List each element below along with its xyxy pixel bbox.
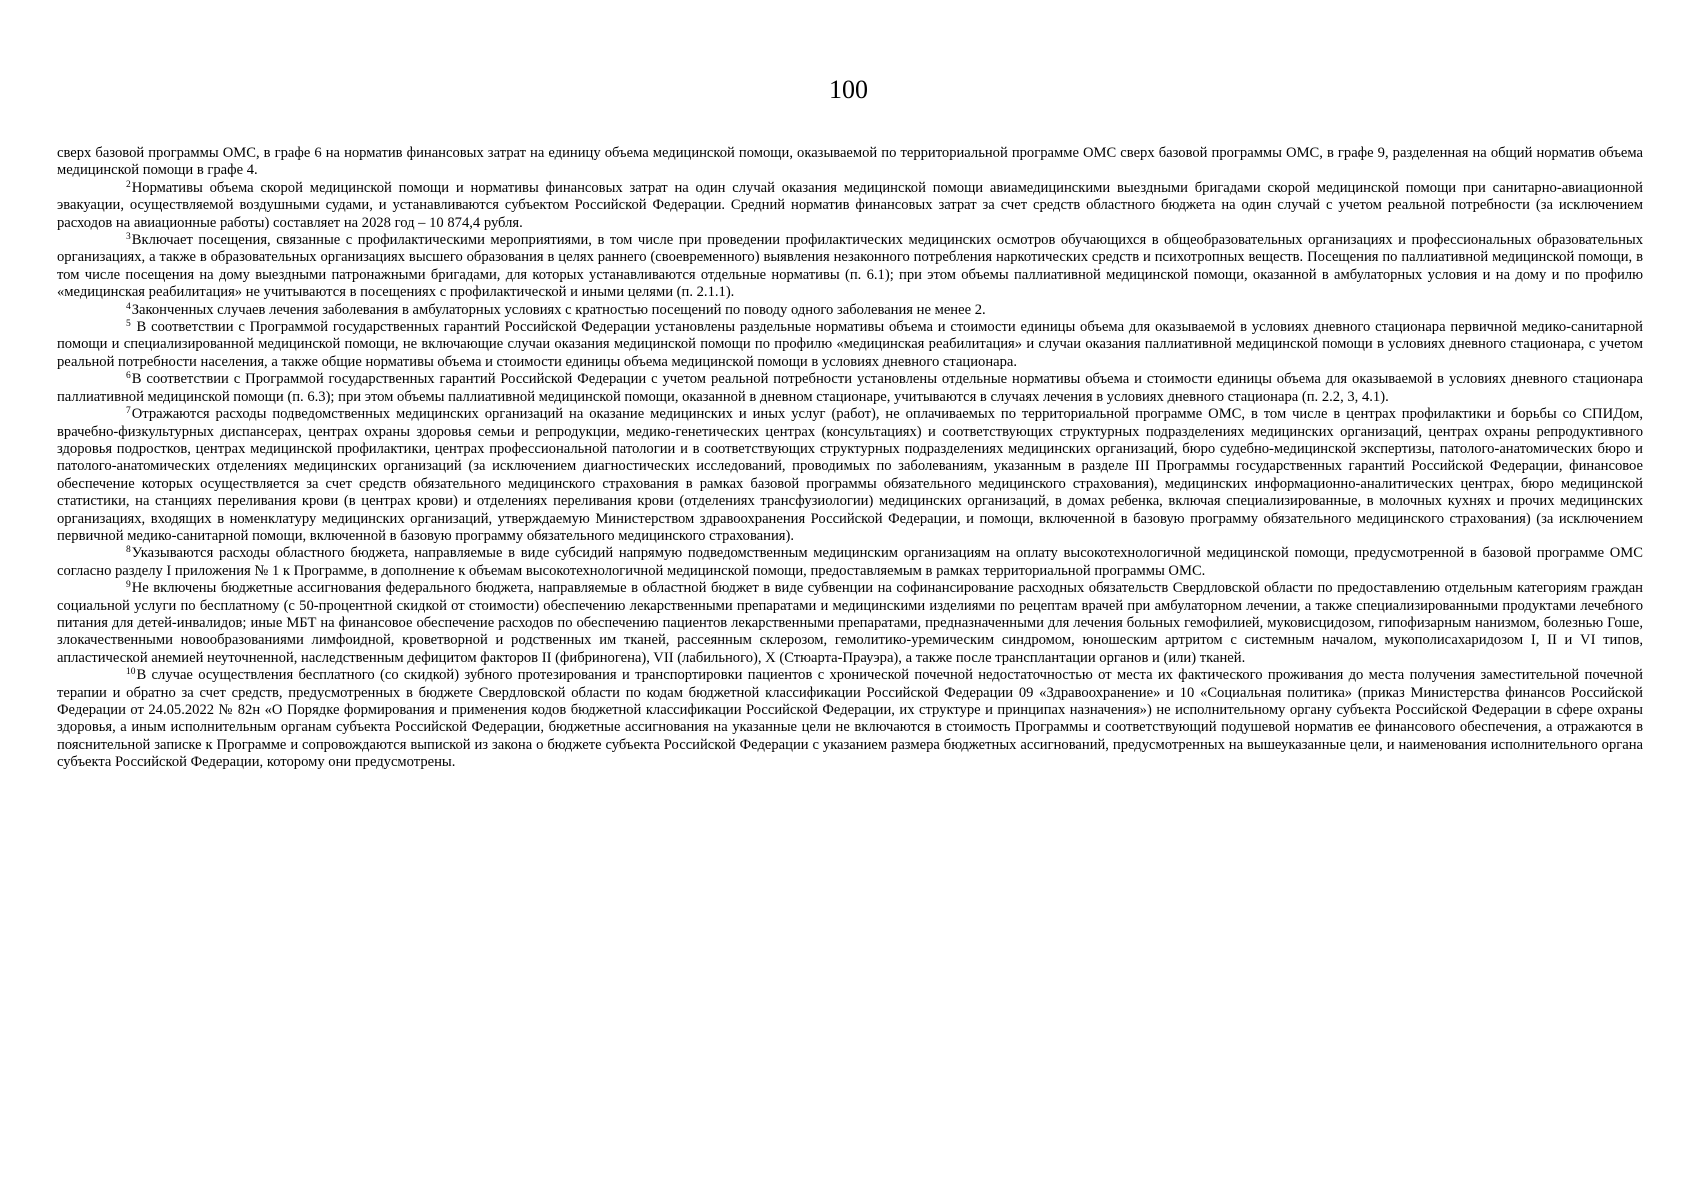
footnote-8 bbox=[57, 545, 1643, 580]
footnote-10 bbox=[57, 667, 1643, 771]
footnote-2 bbox=[57, 180, 1643, 232]
footnotes-block bbox=[57, 145, 1643, 772]
footnote-4 bbox=[57, 302, 1643, 319]
footnote-marker: 8 bbox=[126, 545, 131, 556]
footnote-continuation bbox=[57, 145, 1643, 180]
footnote-text: В соответствии с Программой государственных гарантий Российской Федерации установлены раздельные нормативы объема и стоимости единицы объема для оказываемой в условиях дневного стационара первичной медико-санитарной помощи и специализированной медицинской помощи, не включающие случаи оказания медицинской помощи по профилю «медицинская реабилитация» и случаи оказания паллиативной медицинской помощи в условиях дневного стационара, с учетом реальной потребности населения, а также общие нормативы объема и стоимости единицы объема медицинской помощи в условиях дневного стационара. bbox=[57, 319, 1643, 370]
footnote-marker: 2 bbox=[126, 179, 131, 190]
footnote-9 bbox=[57, 580, 1643, 667]
footnote-marker: 4 bbox=[126, 301, 131, 312]
page-number: 100 bbox=[829, 75, 868, 104]
footnote-text: В соответствии с Программой государственных гарантий Российской Федерации с учетом реальной потребности установлены отдельные нормативы объема и стоимости единицы объема для оказываемой в условиях дневного стационара паллиативной медицинской помощи (п. 6.3); при этом объемы паллиативной медицинской помощи, оказанной в дневном стационаре, учитываются в случаях лечения в условиях дневного стационара (п. 2.2, 3, 4.1). bbox=[57, 371, 1643, 405]
footnote-marker: 9 bbox=[126, 580, 131, 591]
footnote-5 bbox=[57, 319, 1643, 371]
footnote-marker: 7 bbox=[126, 406, 131, 417]
footnote-marker: 6 bbox=[126, 371, 131, 382]
footnote-text: Нормативы объема скорой медицинской помощи и нормативы финансовых затрат на один случай оказания медицинской помощи авиамедицинскими выездными бригадами скорой медицинской помощи при санитарно-авиационной эвакуации, осуществляемой воздушными судами, и устанавливаются субъектом Российской Федерации. Средний норматив финансовых затрат за счет средств областного бюджета на один случай с учетом реальной потребности (за исключением расходов на авиационные работы) составляет на 2028 год – 10 874,4 рубля. bbox=[57, 179, 1643, 231]
footnote-text: Указываются расходы областного бюджета, направляемые в виде субсидий напрямую подведомственным медицинским организациям на оплату высокотехнологичной медицинской помощи, предусмотренной в базовой программе ОМС согласно разделу I приложения № 1 к Программе, в дополнение к объемам высокотехнологичной медицинской помощи, предоставляемым в рамках территориальной программы ОМС. bbox=[57, 545, 1643, 579]
footnote-text: Законченных случаев лечения заболевания в амбулаторных условиях с кратностью посещений по поводу одного заболевания не менее 2. bbox=[131, 301, 986, 318]
footnote-text: сверх базовой программы ОМС, в графе 6 на норматив финансовых затрат на единицу объема медицинской помощи, оказываемой по территориальной программе ОМС сверх базовой программы ОМС, в графе 9, разделенная на общий норматив объема медицинской помощи в графе 4. bbox=[57, 145, 1643, 179]
footnote-6 bbox=[57, 371, 1643, 406]
footnote-marker: 10 bbox=[126, 667, 136, 678]
footnote-3 bbox=[57, 232, 1643, 302]
footnote-text: В случае осуществления бесплатного (со скидкой) зубного протезирования и транспортировки пациентов с хронической почечной недостаточностью от места их фактического проживания до места получения заместительной почечной терапии и обратно за счет средств, предусмотренных в бюджете Свердловской области по кодам бюджетной классификации Российской Федерации 09 «Здравоохранение» и 10 «Социальная политика» (приказ Министерства финансов Российской Федерации от 24.05.2022 № 82н «О Порядке формирования и применения кодов бюджетной классификации Российской Федерации, их структуре и принципах назначения») не исполнительному органу субъекта Российской Федерации в сфере охраны здоровья, а иным исполнительным органам субъекта Российской Федерации, бюджетные ассигнования на указанные цели не включаются в стоимость Программы и соответствующий подушевой норматив ее финансового обеспечения, а отражаются в пояснительной записке к Программе и сопровождаются выпиской из закона о бюджете субъекта Российской Федерации с указанием размера бюджетных ассигнований, предусмотренных на вышеуказанные цели, и наименования исполнительного органа субъекта Российской Федерации, которому они предусмотрены. bbox=[57, 667, 1643, 771]
footnote-text: Включает посещения, связанные с профилактическими мероприятиями, в том числе при проведении профилактических медицинских осмотров обучающихся в общеобразовательных организациях и профессиональных образовательных организациях, а также в образовательных организациях высшего образования в целях раннего (своевременного) выявления незаконного потребления наркотических средств и психотропных веществ. Посещения по паллиативной медицинской помощи, в том числе посещения на дому выездными патронажными бригадами, для которых устанавливаются отдельные нормативы (п. 6.1); при этом объемы паллиативной медицинской помощи, оказанной в амбулаторных условия и на дому и по профилю «медицинская реабилитация» не учитываются в посещениях с профилактической и иными целями (п. 2.1.1). bbox=[57, 232, 1643, 301]
footnote-marker: 5 bbox=[126, 319, 131, 330]
footnote-text: Не включены бюджетные ассигнования федерального бюджета, направляемые в областной бюджет в виде субвенции на софинансирование расходных обязательств Свердловской области по предоставлению отдельным категориям граждан социальной услуги по бесплатному (с 50-процентной скидкой от стоимости) обеспечению лекарственными препаратами и медицинскими изделиями по рецептам врачей при амбулаторном лечении, а также специализированными продуктами лечебного питания для детей-инвалидов; иные МБТ на финансовое обеспечение расходов по обеспечению пациентов лекарственными препаратами, предназначенными для лечения больных гемофилией, муковисцидозом, гипофизарным нанизмом, болезнью Гоше, злокачественными новообразованиями лимфоидной, кроветворной и родственных им тканей, рассеянным склерозом, гемолитико-уремическим синдромом, юношеским артритом с системным началом, мукополисахаридозом I, II и VI типов, апластической анемией неуточненной, наследственным дефицитом факторов II (фибриногена), VII (лабильного), X (Стюарта-Прауэра), а также после трансплантации органов и (или) тканей. bbox=[57, 580, 1643, 666]
footnote-7 bbox=[57, 406, 1643, 545]
footnote-text: Отражаются расходы подведомственных медицинских организаций на оказание медицинских и иных услуг (работ), не оплачиваемых по территориальной программе ОМС, в том числе в центрах профилактики и борьбы со СПИДом, врачебно-физкультурных диспансерах, центрах охраны здоровья семьи и репродукции, медико-генетических центрах (консультациях) и соответствующих структурных подразделениях медицинских организаций, центрах охраны репродуктивного здоровья подростков, центрах медицинской профилактики, центрах профессиональной патологии и в соответствующих структурных подразделениях медицинских организаций, бюро судебно-медицинской экспертизы, патолого-анатомических бюро и патолого-анатомических отделениях медицинских организаций (за исключением диагностических исследований, проводимых по заболеваниям, указанным в разделе III Программы государственных гарантий Российской Федерации, финансовое обеспечение которых осуществляется за счет средств обязательного медицинского страхования в рамках базовой программы обязательного медицинского страхования), медицинских информационно-аналитических центрах, бюро медицинской статистики, на станциях переливания крови (в центрах крови) и отделениях переливания крови (отделениях трансфузиологии) медицинских организаций, в домах ребенка, включая специализированные, в молочных кухнях и прочих медицинских организациях, входящих в номенклатуру медицинских организаций, утверждаемую Министерством здравоохранения Российской Федерации, и помощи, включенной в базовую программу обязательного медицинского страхования) (за исключением первичной медико-санитарной помощи, включенной в базовую программу обязательного медицинского страхования). bbox=[57, 406, 1643, 544]
footnote-marker: 3 bbox=[126, 232, 131, 243]
